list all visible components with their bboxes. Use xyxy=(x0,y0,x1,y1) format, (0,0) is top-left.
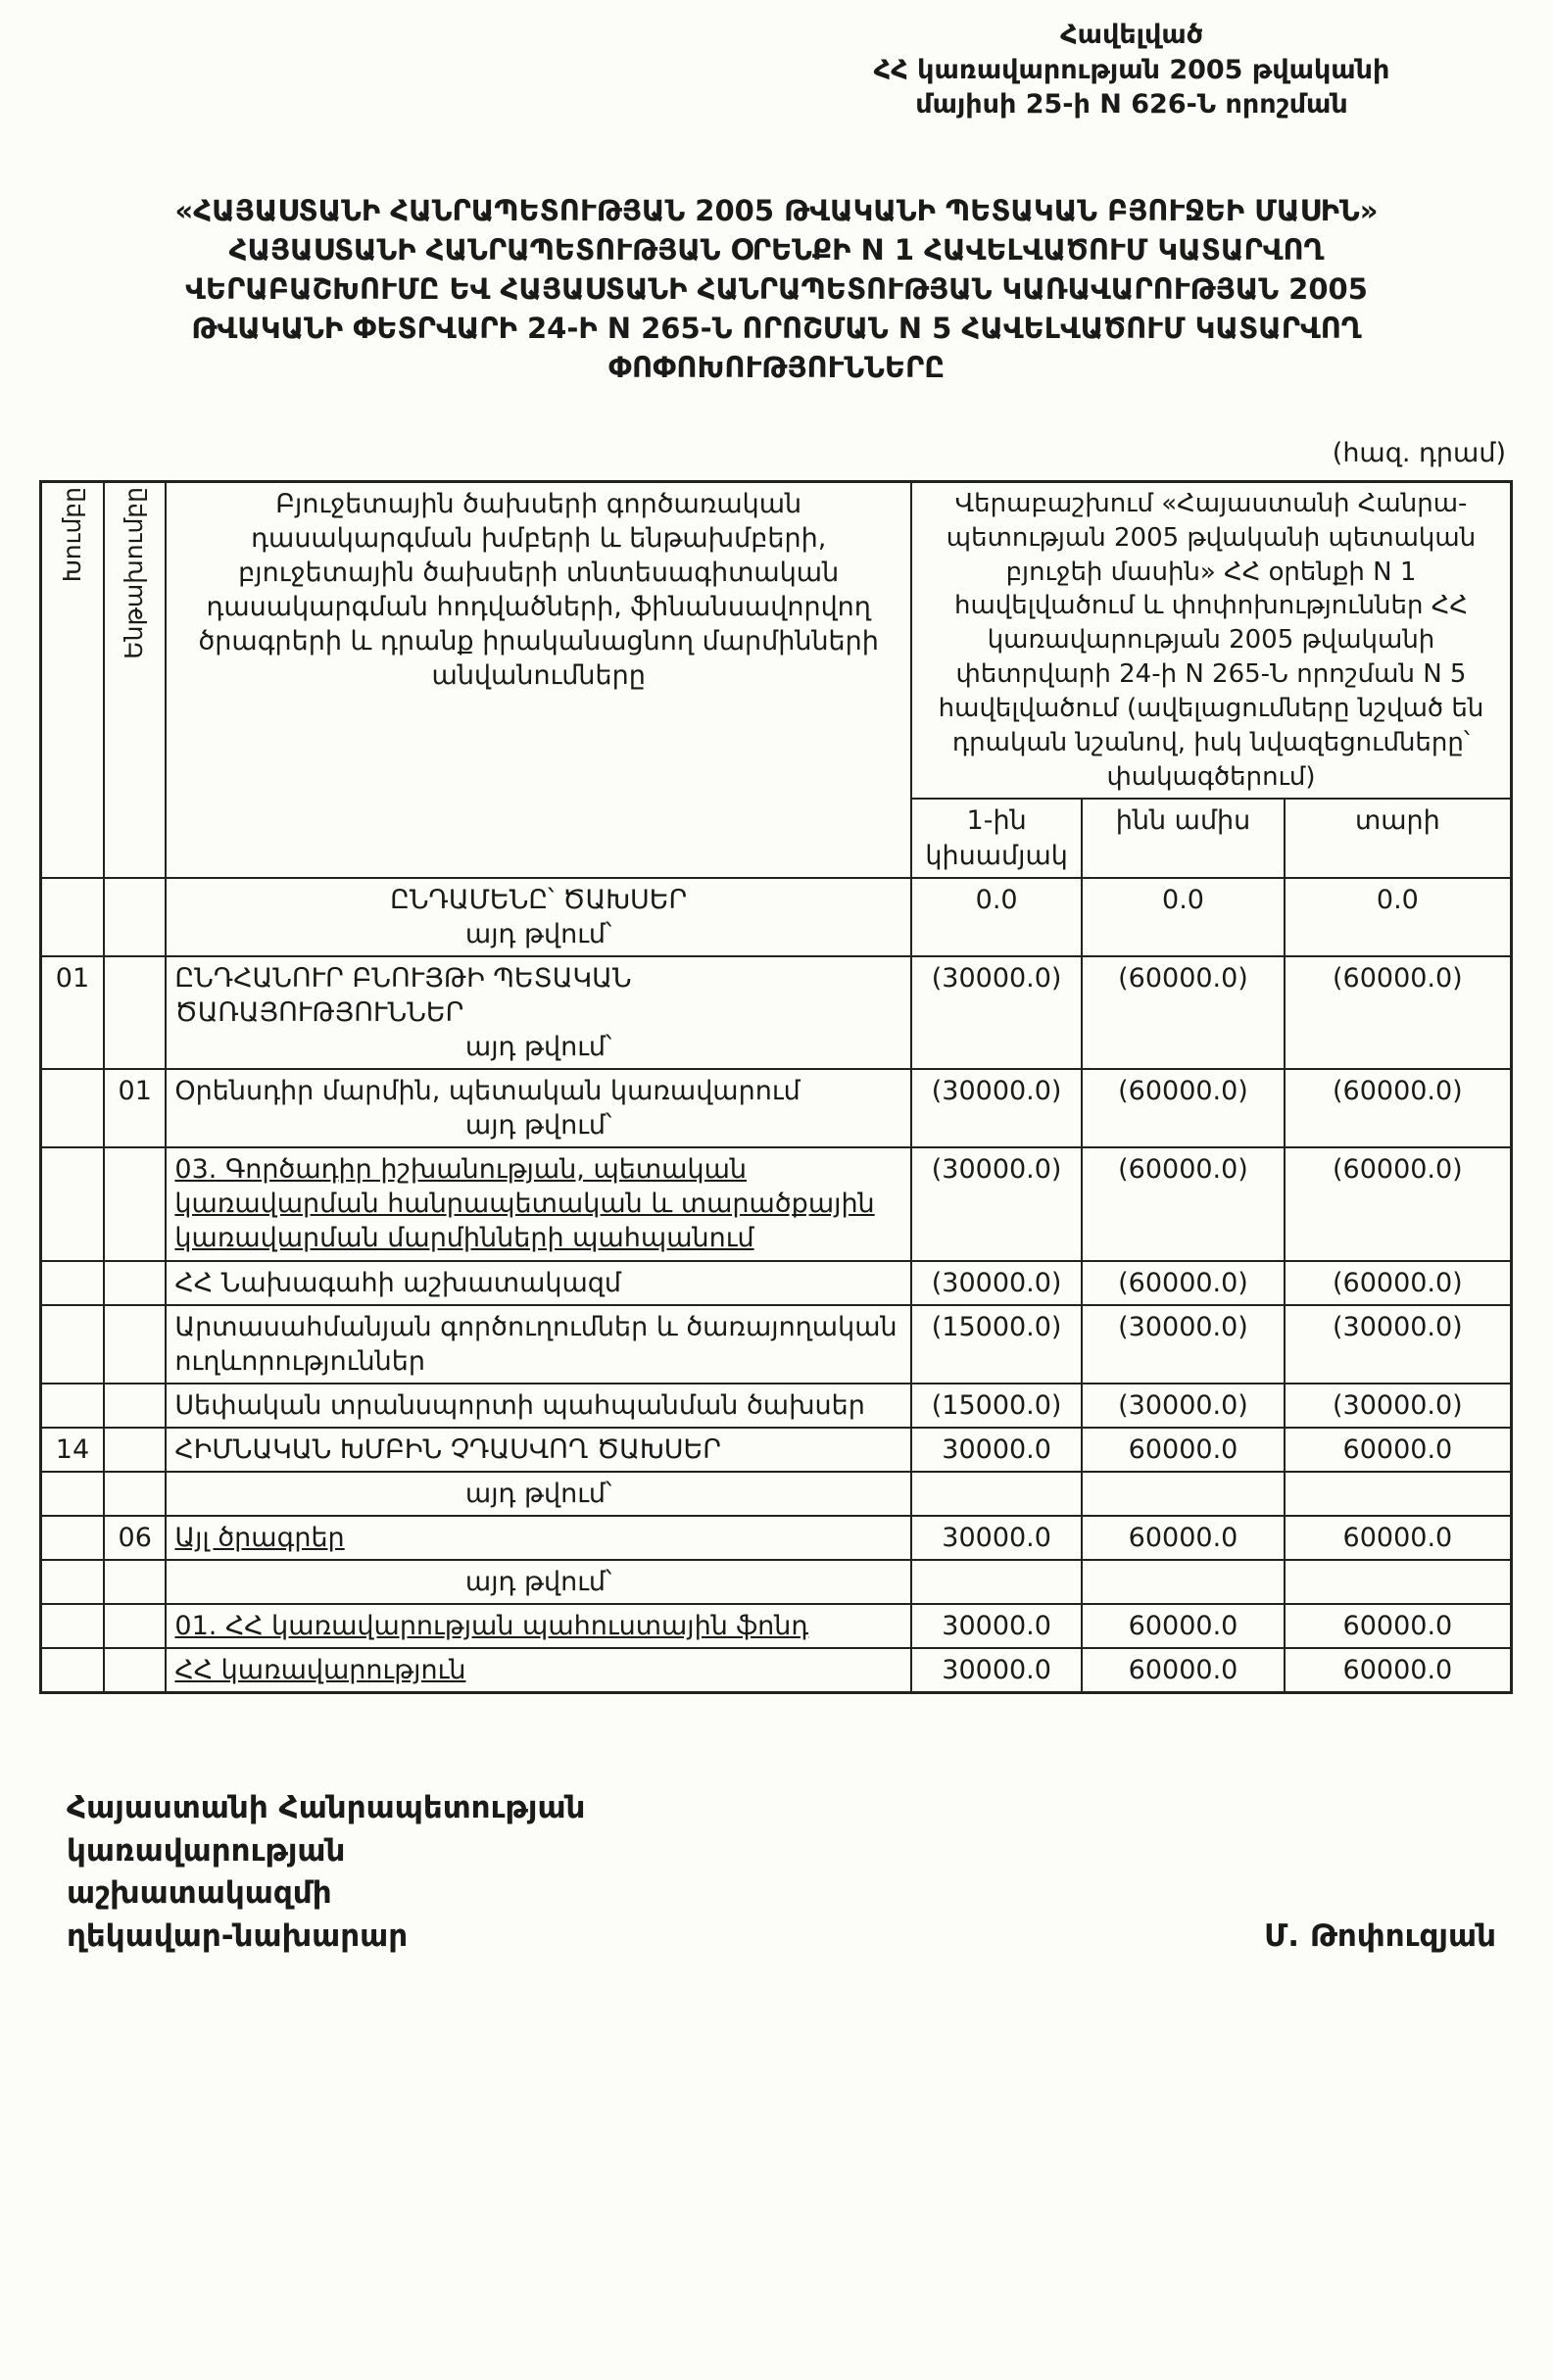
value-cell: (60000.0) xyxy=(1082,1147,1285,1260)
value-cell xyxy=(911,1560,1082,1604)
group-number-cell xyxy=(41,1472,104,1516)
table-row xyxy=(41,956,1512,1069)
subgroup-number-cell xyxy=(104,1147,166,1260)
table-row xyxy=(41,1147,1512,1260)
value-cell: (15000.0) xyxy=(911,1384,1082,1428)
subgroup-number-cell xyxy=(104,1428,166,1472)
value-cell: 30000.0 xyxy=(911,1604,1082,1648)
table-row xyxy=(41,1604,1512,1648)
value-cell: (60000.0) xyxy=(1285,1069,1512,1147)
row-name: Օրենսդիր մարմին, պետական կառավարում xyxy=(174,1076,801,1107)
group-number-cell: 01 xyxy=(41,956,104,1069)
value-cell: (30000.0) xyxy=(1285,1305,1512,1384)
subgroup-number-cell: 06 xyxy=(104,1516,166,1560)
value-cell: 30000.0 xyxy=(911,1428,1082,1472)
value-cell: 30000.0 xyxy=(911,1648,1082,1693)
subgroup-number-cell xyxy=(104,1384,166,1428)
group-number-cell xyxy=(41,878,104,956)
subgroup-number-cell xyxy=(104,1472,166,1516)
value-cell xyxy=(1285,1472,1512,1516)
row-name-cell xyxy=(166,1261,911,1305)
title-line: ԹՎԱԿԱՆԻ ՓԵՏՐՎԱՐԻ 24-Ի N 265-Ն ՈՐՈՇՄԱՆ N 5 ՀԱՎԵԼՎԱԾՈՒՄ ԿԱՏԱՐՎՈՂ xyxy=(191,311,1362,345)
table-row xyxy=(41,1069,1512,1147)
unit-note: (հազ. դրամ) xyxy=(1332,437,1506,468)
column-header-nine-months: ինն ամիս xyxy=(1082,799,1285,877)
value-cell: (60000.0) xyxy=(1082,956,1285,1069)
value-cell: 60000.0 xyxy=(1082,1648,1285,1693)
budget-table xyxy=(39,480,1513,1695)
value-cell: (30000.0) xyxy=(911,1069,1082,1147)
table-header-row-main xyxy=(41,481,1512,799)
row-sub-label: այդ թվում՝ xyxy=(464,918,612,949)
document-title xyxy=(39,191,1514,387)
subgroup-number-cell xyxy=(104,878,166,956)
value-cell: (60000.0) xyxy=(1285,1147,1512,1260)
value-cell: 60000.0 xyxy=(1285,1516,1512,1560)
row-sub-label: այդ թվում՝ xyxy=(464,1031,612,1062)
subgroup-number-cell xyxy=(104,956,166,1069)
row-sub-label: այդ թվում՝ xyxy=(464,1110,612,1141)
column-header-values: Վերաբաշխում «Հայաստանի Հանրապետության 2005 թվականի պետական բյուջեի մասին» ՀՀ օրենքի N 1 հավելվածում և փոփոխություններ ՀՀ կառավարության 2005 թվականի փետրվարի 24-ի N 265-Ն որոշման N 5 հավելվածում (ավելացումները նշված են դրական նշանով, իսկ նվազեցումները՝ փակագծերում) xyxy=(911,481,1512,799)
row-name-cell xyxy=(166,1648,911,1693)
appendix-note-line: Հավելված xyxy=(1060,20,1203,50)
subgroup-number-cell xyxy=(104,1648,166,1693)
value-cell: (60000.0) xyxy=(1285,956,1512,1069)
value-cell: (60000.0) xyxy=(1082,1261,1285,1305)
value-cell: (30000.0) xyxy=(1082,1384,1285,1428)
column-header-year: տարի xyxy=(1285,799,1512,877)
table-row xyxy=(41,1428,1512,1472)
signatory-title-line: կառավարության աշխատակազմի xyxy=(67,1832,346,1912)
row-name-cell xyxy=(166,1384,911,1428)
column-header-subgroup xyxy=(104,481,166,877)
value-cell xyxy=(1082,1560,1285,1604)
value-cell: (30000.0) xyxy=(911,956,1082,1069)
row-name-cell xyxy=(166,1516,911,1560)
row-name-cell xyxy=(166,1604,911,1648)
table-row xyxy=(41,1384,1512,1428)
column-header-half-year: 1-ին կիսամյակ xyxy=(911,799,1082,877)
group-number-cell: 14 xyxy=(41,1428,104,1472)
column-header-name: Բյուջետային ծախսերի գործառական դասակարգման խմբերի և ենթախմբերի, բյուջետային ծախսերի տնտեսագիտական դասակարգման հոդվածների, ֆինանսավորվող ծրագրերի և դրանք իրականացնող մարմինների անվանումները xyxy=(166,481,911,877)
value-cell: (30000.0) xyxy=(911,1261,1082,1305)
group-number-cell xyxy=(41,1261,104,1305)
subgroup-number-cell: 01 xyxy=(104,1069,166,1147)
row-name: Արտասահմանյան գործուղումներ և ծառայողական ուղևորություններ xyxy=(174,1311,898,1377)
group-number-cell xyxy=(41,1516,104,1560)
row-name-cell xyxy=(166,1069,911,1147)
table-body xyxy=(41,878,1512,1693)
table-row xyxy=(41,1472,1512,1516)
signature-block xyxy=(39,1787,1514,1958)
column-header-group xyxy=(41,481,104,877)
appendix-note-line: մայիսի 25-ի N 626-Ն որոշման xyxy=(915,89,1348,121)
value-cell: 0.0 xyxy=(1082,878,1285,956)
value-cell: 30000.0 xyxy=(911,1516,1082,1560)
value-cell: (60000.0) xyxy=(1285,1261,1512,1305)
group-number-cell xyxy=(41,1604,104,1648)
row-name-cell xyxy=(166,1305,911,1384)
group-number-cell xyxy=(41,1648,104,1693)
table-row xyxy=(41,1560,1512,1604)
value-cell: 60000.0 xyxy=(1082,1604,1285,1648)
signatory-name: Մ. Թոփուզյան xyxy=(1264,1918,1496,1954)
value-cell: (30000.0) xyxy=(911,1147,1082,1260)
signatory-title xyxy=(67,1787,615,1958)
table-row xyxy=(41,1516,1512,1560)
row-name-cell xyxy=(166,1472,911,1516)
row-name-cell xyxy=(166,956,911,1069)
row-name: ԸՆԴՀԱՆՈՒՐ ԲՆՈՒՅԹԻ ՊԵՏԱԿԱՆ ԾԱՌԱՅՈՒԹՅՈՒՆՆԵՐ xyxy=(174,962,632,1028)
table-row xyxy=(41,1261,1512,1305)
signatory-title-line: Հայաստանի Հանրապետության xyxy=(67,1790,586,1826)
row-name: Սեփական տրանսպորտի պահպանման ծախսեր xyxy=(174,1389,865,1421)
column-header-subgroup-label: Ենթախումբը xyxy=(120,486,149,659)
column-header-group-label: Խումբը xyxy=(57,486,86,583)
table-row xyxy=(41,878,1512,956)
appendix-note xyxy=(838,18,1426,122)
group-number-cell xyxy=(41,1560,104,1604)
value-cell: 0.0 xyxy=(911,878,1082,956)
group-number-cell xyxy=(41,1384,104,1428)
row-name: 03. Գործադիր իշխանության, պետական կառավարման հանրապետական և տարածքային կառավարման մարմինների պահպանում xyxy=(174,1154,875,1254)
value-cell xyxy=(1285,1560,1512,1604)
signatory-title-line: ղեկավար-նախարար xyxy=(67,1918,409,1954)
title-line: «ՀԱՅԱՍՏԱՆԻ ՀԱՆՐԱՊԵՏՈՒԹՅԱՆ 2005 ԹՎԱԿԱՆԻ ՊԵՏԱԿԱՆ ԲՅՈՒՋԵԻ ՄԱՍԻՆ» xyxy=(174,193,1379,227)
appendix-note-line: ՀՀ կառավարության 2005 թվականի xyxy=(873,54,1390,85)
row-name: ՀՀ կառավարություն xyxy=(174,1655,466,1686)
row-name: ՀՀ Նախագահի աշխատակազմ xyxy=(174,1267,622,1298)
value-cell: 60000.0 xyxy=(1285,1648,1512,1693)
table-row xyxy=(41,1305,1512,1384)
value-cell: (15000.0) xyxy=(911,1305,1082,1384)
value-cell: 60000.0 xyxy=(1082,1516,1285,1560)
value-cell: 60000.0 xyxy=(1082,1428,1285,1472)
value-cell: 60000.0 xyxy=(1285,1604,1512,1648)
row-name: ԸՆԴԱՄԵՆԸ՝ ԾԱԽՍԵՐ xyxy=(390,884,688,915)
value-cell: (60000.0) xyxy=(1082,1069,1285,1147)
row-sub-label: այդ թվում՝ xyxy=(464,1479,612,1509)
value-cell: 0.0 xyxy=(1285,878,1512,956)
row-name: Այլ ծրագրեր xyxy=(174,1523,345,1554)
title-line: ՓՈՓՈԽՈՒԹՅՈՒՆՆԵՐԸ xyxy=(607,350,946,384)
group-number-cell xyxy=(41,1147,104,1260)
subgroup-number-cell xyxy=(104,1560,166,1604)
title-line: ՎԵՐԱԲԱՇԽՈՒՄԸ ԵՎ ՀԱՅԱՍՏԱՆԻ ՀԱՆՐԱՊԵՏՈՒԹՅԱՆ ԿԱՌԱՎԱՐՈՒԹՅԱՆ 2005 xyxy=(185,271,1368,306)
group-number-cell xyxy=(41,1069,104,1147)
table-row xyxy=(41,1648,1512,1693)
subgroup-number-cell xyxy=(104,1261,166,1305)
value-cell xyxy=(1082,1472,1285,1516)
group-number-cell xyxy=(41,1305,104,1384)
row-name-cell xyxy=(166,878,911,956)
subgroup-number-cell xyxy=(104,1305,166,1384)
row-sub-label: այդ թվում՝ xyxy=(464,1567,612,1598)
row-name-cell xyxy=(166,1147,911,1260)
row-name-cell xyxy=(166,1560,911,1604)
value-cell: 60000.0 xyxy=(1285,1428,1512,1472)
subgroup-number-cell xyxy=(104,1604,166,1648)
value-cell: (30000.0) xyxy=(1285,1384,1512,1428)
row-name: 01. ՀՀ կառավարության պահուստային ֆոնդ xyxy=(174,1611,809,1642)
title-line: ՀԱՅԱՍՏԱՆԻ ՀԱՆՐԱՊԵՏՈՒԹՅԱՆ ՕՐԵՆՔԻ N 1 ՀԱՎԵԼՎԱԾՈՒՄ ԿԱՏԱՐՎՈՂ xyxy=(228,232,1325,267)
value-cell: (30000.0) xyxy=(1082,1305,1285,1384)
value-cell xyxy=(911,1472,1082,1516)
row-name-cell xyxy=(166,1428,911,1472)
row-name: ՀԻՄՆԱԿԱՆ ԽՄԲԻՆ ՉԴԱՍՎՈՂ ԾԱԽՍԵՐ xyxy=(174,1433,722,1465)
